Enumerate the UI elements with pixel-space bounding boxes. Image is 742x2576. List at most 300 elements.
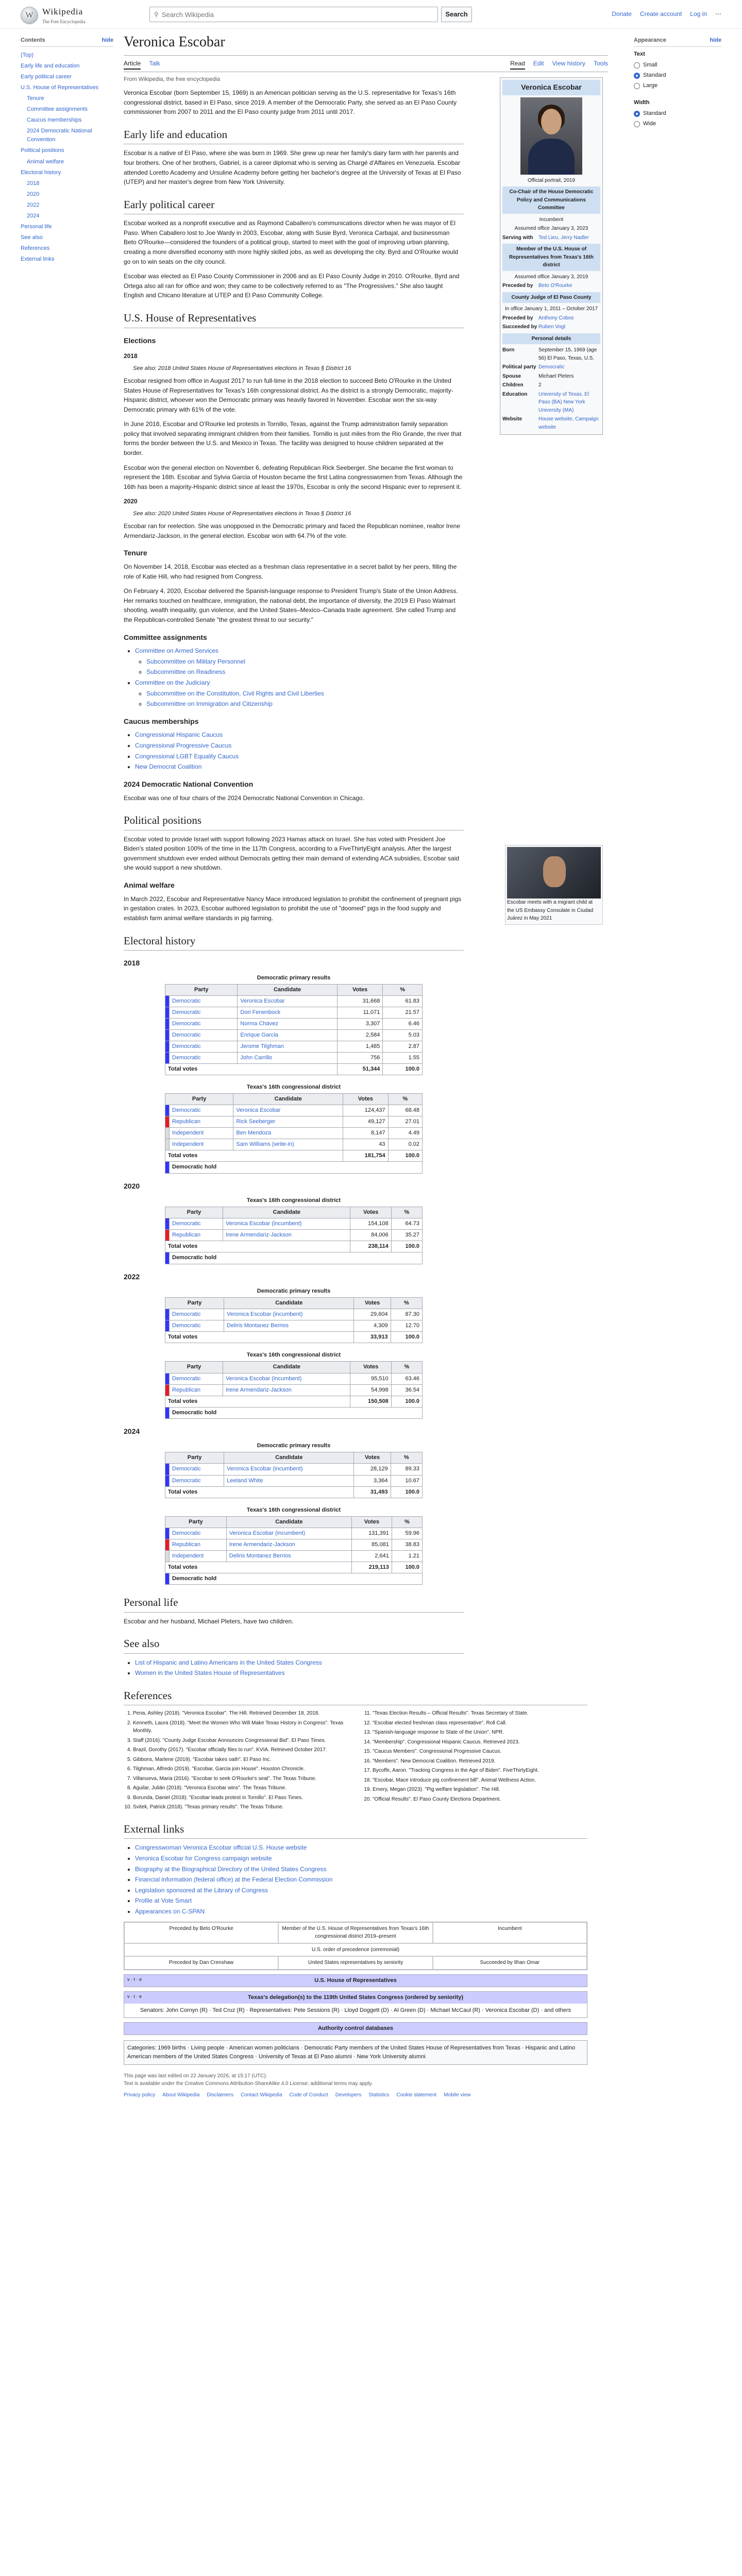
- table-header-row: [165, 1207, 423, 1218]
- votes-cell: 131,391: [351, 1528, 392, 1539]
- party-cell[interactable]: Republican: [170, 1384, 223, 1396]
- total-row: [165, 1562, 423, 1573]
- appearance-hide-button[interactable]: hide: [710, 37, 721, 43]
- list-item[interactable]: Subcommittee on Immigration and Citizenship: [146, 700, 273, 708]
- toc-subitem[interactable]: 2020: [27, 191, 40, 197]
- tenure-image[interactable]: [505, 845, 603, 925]
- votes-cell: 11,071: [337, 1007, 383, 1018]
- toc-item[interactable]: References: [21, 245, 50, 251]
- candidate-cell[interactable]: Deliris Montanez Berrios: [226, 1550, 351, 1562]
- candidate-cell[interactable]: Dori Fenenbock: [238, 1007, 337, 1018]
- infobox-row: Children 2: [502, 382, 542, 388]
- list-item[interactable]: New Democrat Coalition: [135, 763, 202, 771]
- infobox-since: Assumed office January 3, 2019: [514, 274, 588, 280]
- votes-cell: 28,129: [354, 1464, 391, 1475]
- toc-item[interactable]: Early life and education: [21, 63, 80, 70]
- footer-last-edited: This page was last edited on 22 January 2026, at 15:17 (UTC).: [124, 2073, 267, 2079]
- election-table: [165, 1349, 423, 1418]
- reference-item[interactable]: 17. Bycoffe, Aaron. "Tracking Congress in the Age of Biden". FiveThirtyEight.: [373, 1767, 587, 1775]
- table-row: [165, 1105, 423, 1116]
- heading-2020: 2020: [124, 498, 138, 505]
- see-also-note[interactable]: See also: 2020 United States House of Representatives elections in Texas § District 16: [133, 511, 351, 517]
- category-links[interactable]: Categories: 1969 births · Living people · American women politicians · Democratic Party members of the United States House of Representatives from Texas · Hispanic and Latino American members of the United States Congress · University of Texas at El Paso alumni · New York University alumni: [124, 2040, 587, 2065]
- column-header: Candidate: [233, 1094, 343, 1105]
- table-row: [165, 1320, 423, 1332]
- candidate-cell[interactable]: Rick Seeberger: [233, 1116, 343, 1128]
- party-color-swatch: [165, 1464, 170, 1475]
- reference-item[interactable]: 5. Gibbons, Marlene (2019). "Escobar takes oath". El Paso Inc.: [133, 1756, 348, 1764]
- reference-item[interactable]: 10. Svitek, Patrick (2018). "Texas primary results". The Texas Tribune.: [133, 1803, 348, 1811]
- party-cell[interactable]: Independent: [170, 1139, 233, 1150]
- list-item[interactable]: Committee on Armed Services: [135, 647, 219, 655]
- party-color-swatch: [165, 1116, 170, 1128]
- text-small-radio[interactable]: Small: [634, 61, 721, 70]
- heading-animal-welfare: Animal welfare: [124, 881, 175, 890]
- party-color-swatch: [165, 1029, 170, 1041]
- text-standard-radio[interactable]: Standard: [634, 71, 721, 80]
- party-cell[interactable]: Democratic: [170, 1528, 227, 1539]
- total-percent: 100.0: [391, 1486, 422, 1498]
- total-row: [165, 1396, 423, 1407]
- reference-item[interactable]: 7. Villanueva, Maria (2016). "Escobar to seek O'Rourke's seat". The Texas Tribune.: [133, 1775, 348, 1783]
- votes-cell: 3,307: [337, 1018, 383, 1029]
- succession-office[interactable]: Member of the U.S. House of Representatives from Texas's 16th congressional district 2019–present: [278, 1922, 432, 1943]
- portrait-caption: Official portrait, 2019: [527, 177, 576, 183]
- reference-item[interactable]: 6. Tilghman, Alfredo (2019). "Escobar, Garcia join House". Houston Chronicle.: [133, 1765, 348, 1773]
- party-color-swatch: [165, 1018, 170, 1029]
- election-table: [165, 1081, 423, 1173]
- total-percent: 100.0: [391, 1396, 422, 1407]
- footer: [124, 2072, 587, 2099]
- paragraph: Escobar worked as a nonprofit executive and as Raymond Caballero's communications director when he was mayor of El Paso. When Caballero lost to Joe Wardy in 2003, Escobar, along with Susie Byrd, Veronica Carbajal, and businessman Beto O'Rourke—considered the founders of a political group, started to meet with the goal of improving urban planning, creating a more diversified economy with more highly skilled jobs, as well as developing the city. Byrd and O'Rourke would go on to win seats on the city council.: [124, 219, 459, 265]
- column-header: %: [391, 1362, 422, 1373]
- candidate-cell[interactable]: Irene Armendariz-Jackson: [226, 1539, 351, 1550]
- table-header-row: [165, 1094, 423, 1105]
- migrant-visit-photo: [507, 847, 601, 899]
- toc-item[interactable]: (Top): [21, 52, 34, 59]
- list-item[interactable]: List of Hispanic and Latino Americans in the United States Congress: [135, 1658, 322, 1666]
- table-row: [165, 1007, 423, 1018]
- infobox-row: Political party Democratic: [502, 364, 565, 370]
- column-header: Party: [165, 1298, 224, 1309]
- reference-item[interactable]: 3. Staff (2016). "County Judge Escobar Announces Congressional Bid". El Paso Times.: [133, 1737, 348, 1745]
- column-header: Votes: [343, 1094, 388, 1105]
- column-header: %: [383, 984, 423, 995]
- external-link[interactable]: Congresswoman Veronica Escobar official U.S. House website: [135, 1844, 307, 1852]
- footer-link[interactable]: Statistics: [368, 2092, 390, 2098]
- total-row: [165, 1064, 423, 1075]
- table-caption: Democratic primary results: [257, 974, 331, 981]
- infobox-row: Preceded by Anthony Cobos: [502, 315, 574, 321]
- infobox-row: Education University of Texas, El Paso (BA) New York University (MA): [502, 391, 589, 413]
- toc-item[interactable]: Early political career: [21, 74, 72, 80]
- paragraph: Escobar resigned from office in August 2017 to run full-time in the 2018 election to succeed Beto O'Rourke in the United States House of Representatives for Texas's 16th congressional district. As the district is a strongly Democratic, majority-Hispanic district, whoever won the Democratic primary was heavily favored in November. Escobar won the six-way Democratic primary with 61% of the vote.: [124, 377, 453, 413]
- search-button[interactable]: Search: [441, 7, 472, 22]
- party-cell[interactable]: Democratic: [170, 1218, 223, 1230]
- party-cell[interactable]: Democratic: [170, 1105, 233, 1116]
- party-cell[interactable]: Democratic: [170, 1041, 238, 1053]
- percent-cell: 36.54: [391, 1384, 422, 1396]
- precedence-office[interactable]: United States representatives by seniority: [278, 1956, 432, 1970]
- toc-subitem[interactable]: Committee assignments: [27, 106, 88, 113]
- percent-cell: 89.33: [391, 1464, 422, 1475]
- party-cell[interactable]: Democratic: [170, 1053, 238, 1064]
- reference-item[interactable]: 14. "Membership". Congressional Hispanic Caucus. Retrieved 2023.: [373, 1738, 587, 1747]
- navbox: [124, 2022, 587, 2035]
- more-icon[interactable]: ⋯: [715, 10, 721, 18]
- toc-subitem[interactable]: 2018: [27, 180, 40, 187]
- votes-cell: 84,006: [350, 1230, 391, 1241]
- footer-link[interactable]: Mobile view: [444, 2092, 471, 2098]
- external-link[interactable]: Appearances on C-SPAN: [135, 1907, 205, 1915]
- tagline: The Free Encyclopedia: [42, 19, 86, 25]
- footer-link[interactable]: About Wikipedia: [162, 2092, 200, 2098]
- party-color-swatch: [165, 1053, 170, 1064]
- column-header: %: [391, 1452, 422, 1464]
- table-row: [165, 1373, 423, 1384]
- toc-subitem[interactable]: Animal welfare: [27, 158, 64, 165]
- tab-read[interactable]: Read: [510, 59, 525, 70]
- list-item[interactable]: Subcommittee on Military Personnel: [146, 657, 246, 665]
- list-item[interactable]: Congressional Hispanic Caucus: [135, 731, 223, 739]
- reference-item[interactable]: 9. Borunda, Daniel (2018). "Escobar leads protest in Tornillo". El Paso Times.: [133, 1794, 348, 1802]
- percent-cell: 4.49: [388, 1128, 422, 1139]
- percent-cell: 61.83: [383, 995, 423, 1007]
- width-standard-radio[interactable]: Standard: [634, 109, 721, 118]
- votes-cell: 29,604: [354, 1309, 391, 1320]
- percent-cell: 59.96: [392, 1528, 422, 1539]
- paragraph: Escobar and her husband, Michael Pleters, have two children.: [124, 1617, 294, 1625]
- infobox-row: Serving with Ted Lieu, Jerry Nadler: [502, 234, 589, 241]
- external-link[interactable]: Financial information (federal office) at the Federal Election Commission: [135, 1876, 333, 1884]
- reference-item[interactable]: 1. Pena, Ashley (2018). "Veronica Escobar". The Hill. Retrieved December 18, 2018.: [133, 1709, 348, 1718]
- toc-item[interactable]: External links: [21, 256, 55, 262]
- column-header: Candidate: [226, 1516, 351, 1528]
- party-color-swatch: [165, 1162, 170, 1173]
- total-label: Total votes: [165, 1562, 352, 1573]
- candidate-cell[interactable]: Jerome Tilghman: [238, 1041, 337, 1053]
- candidate-cell[interactable]: Enrique Garcia: [238, 1029, 337, 1041]
- infobox-office[interactable]: County Judge of El Paso County: [502, 292, 600, 303]
- candidate-cell[interactable]: Sam Williams (write-in): [233, 1139, 343, 1150]
- heading-positions: Political positions: [124, 812, 464, 831]
- election-table-slot: [124, 1504, 464, 1585]
- external-link[interactable]: Biography at the Biographical Directory of the United States Congress: [135, 1865, 327, 1873]
- paragraph: Escobar ran for reelection. She was unopposed in the Democratic primary and faced the Republican nominee, realtor Irene Armendariz-Jackson, in the general election. Escobar won with 64.7% of the vote.: [124, 522, 461, 539]
- donate-link[interactable]: Donate: [612, 10, 632, 18]
- infobox-office[interactable]: Co-Chair of the House Democratic Policy and Communications Committee: [502, 187, 600, 214]
- table-row: [165, 1539, 423, 1550]
- heading-year: 2018: [124, 959, 140, 968]
- toc-subitem[interactable]: Caucus memberships: [27, 117, 82, 124]
- reference-item[interactable]: 19. Emery, Megan (2023). "Pig welfare legislation". The Hill.: [373, 1786, 587, 1794]
- text-large-radio[interactable]: Large: [634, 81, 721, 90]
- total-label: Total votes: [165, 1396, 350, 1407]
- wikipedia-logo[interactable]: [21, 5, 85, 26]
- tab-article[interactable]: Article: [124, 59, 141, 70]
- total-votes: 181,754: [343, 1150, 388, 1162]
- percent-cell: 2.87: [383, 1041, 423, 1053]
- navbox-title[interactable]: U.S. House of Representatives: [314, 1977, 397, 1984]
- column-header: Party: [165, 984, 238, 995]
- create-account-link[interactable]: Create account: [639, 10, 682, 18]
- portrait-image[interactable]: [520, 97, 582, 175]
- external-link[interactable]: Profile at Vote Smart: [135, 1897, 192, 1905]
- reference-item[interactable]: 11. "Texas Election Results – Official Results". Texas Secretary of State.: [373, 1709, 587, 1718]
- party-cell[interactable]: Democratic: [170, 1007, 238, 1018]
- reference-item[interactable]: 13. "Spanish-language response to State of the Union". NPR.: [373, 1728, 587, 1737]
- tab-history[interactable]: View history: [552, 60, 585, 67]
- party-cell[interactable]: Republican: [170, 1116, 233, 1128]
- toc-hide-button[interactable]: hide: [102, 37, 113, 43]
- reference-item[interactable]: 8. Aguilar, Julián (2018). "Veronica Escobar wins". The Texas Tribune.: [133, 1784, 348, 1792]
- column-header: %: [388, 1094, 422, 1105]
- election-table-slot: [124, 1349, 464, 1418]
- navbox-title[interactable]: Authority control databases: [317, 2025, 394, 2031]
- toc-item[interactable]: Political positions: [21, 147, 64, 154]
- navbox-vte-links[interactable]: v · t · e: [127, 1976, 142, 1982]
- reference-item[interactable]: 18. "Escobar, Mace introduce pig confinement bill". Animal Wellness Action.: [373, 1776, 587, 1785]
- navbox-title[interactable]: Texas's delegation(s) to the 119th United States Congress (ordered by seniority): [247, 1994, 464, 2001]
- image-caption: Escobar meets with a migrant child at the US Embassy Consulate in Ciudad Juárez in May 2021: [507, 900, 594, 921]
- party-cell[interactable]: Democratic: [170, 1373, 223, 1384]
- votes-cell: 54,998: [350, 1384, 391, 1396]
- list-item[interactable]: Congressional LGBT Equality Caucus: [135, 752, 239, 760]
- table-row: [165, 1384, 423, 1396]
- paragraph: On November 14, 2018, Escobar was elected as a freshman class representative in a secret ballot by her peers, filling the role of Katie Hill, who had resigned from Congress.: [124, 563, 457, 580]
- candidate-cell[interactable]: Leeland White: [224, 1475, 354, 1486]
- infobox-since: Assumed office January 3, 2023: [514, 226, 588, 232]
- percent-cell: 38.83: [392, 1539, 422, 1550]
- succession-preceded[interactable]: Preceded by Beto O'Rourke: [124, 1922, 278, 1943]
- column-header: Votes: [351, 1516, 392, 1528]
- toc-item[interactable]: U.S. House of Representatives: [21, 84, 99, 91]
- reference-item[interactable]: 20. "Official Results". El Paso County Elections Department.: [373, 1795, 587, 1804]
- footer-link[interactable]: Developers: [335, 2092, 362, 2098]
- external-link[interactable]: Veronica Escobar for Congress campaign website: [135, 1855, 272, 1862]
- total-row: [165, 1150, 423, 1162]
- reference-item[interactable]: 2. Kenneth, Laura (2018). "Meet the Women Who Will Make Texas History in Congress". Texas Monthly.: [133, 1719, 348, 1735]
- reference-item[interactable]: 4. Brazil, Dorothy (2017). "Escobar officially files to run". KVIA. Retrieved October 2017.: [133, 1746, 348, 1754]
- list-item[interactable]: Women in the United States House of Representatives: [135, 1669, 285, 1677]
- total-votes: 31,493: [354, 1486, 391, 1498]
- header: [0, 0, 742, 29]
- table-row: [165, 1041, 423, 1053]
- hold-label: Democratic hold: [170, 1573, 423, 1584]
- width-label: Width: [634, 99, 650, 106]
- table-caption: Democratic primary results: [257, 1443, 331, 1449]
- toc-title: Contents: [21, 37, 45, 43]
- reference-item[interactable]: 12. "Escobar elected freshman class representative". Roll Call.: [373, 1719, 587, 1727]
- candidate-cell[interactable]: Deliris Montanez Berrios: [224, 1320, 354, 1332]
- party-color-swatch: [165, 1128, 170, 1139]
- total-percent: 100.0: [391, 1332, 422, 1343]
- party-cell[interactable]: Democratic: [170, 995, 238, 1007]
- candidate-cell[interactable]: John Carrillo: [238, 1053, 337, 1064]
- heading-year: 2022: [124, 1272, 140, 1281]
- candidate-cell[interactable]: Veronica Escobar (incumbent): [224, 1464, 354, 1475]
- table-header-row: [165, 984, 423, 995]
- column-header: Party: [165, 1516, 227, 1528]
- paragraph: Escobar was elected as El Paso County Commissioner in 2006 and as El Paso County Judge in 2010. O'Rourke, Byrd and Ortega also all ran for office and won; they came to be collectively referred to as "The Progressives." She also taught English and Chicano literature at UTEP and El Paso Community College.: [124, 273, 460, 299]
- list-item[interactable]: Committee on the Judiciary: [135, 679, 210, 686]
- total-row: [165, 1332, 423, 1343]
- hold-row: [165, 1573, 423, 1584]
- column-header: Party: [165, 1362, 223, 1373]
- search-box[interactable]: [149, 7, 438, 22]
- party-color-swatch: [165, 1320, 170, 1332]
- table-caption: Texas's 16th congressional district: [246, 1084, 341, 1091]
- percent-cell: 87.30: [391, 1309, 422, 1320]
- party-cell[interactable]: Democratic: [170, 1320, 224, 1332]
- table-header-row: [165, 1298, 423, 1309]
- total-label: Total votes: [165, 1332, 354, 1343]
- precedence-header: U.S. order of precedence (ceremonial): [124, 1943, 587, 1957]
- toc-item[interactable]: Personal life: [21, 223, 52, 230]
- footer-link[interactable]: Code of Conduct: [289, 2092, 328, 2098]
- toc-subitem[interactable]: 2022: [27, 201, 40, 208]
- party-cell[interactable]: Democratic: [170, 1018, 238, 1029]
- text-size-label: Text: [634, 51, 645, 58]
- total-label: Total votes: [165, 1486, 354, 1498]
- table-row: [165, 1475, 423, 1486]
- table-row: [165, 1230, 423, 1241]
- column-header: Candidate: [223, 1207, 350, 1218]
- column-header: Party: [165, 1452, 224, 1464]
- infobox-incumbent: Incumbent: [539, 216, 564, 223]
- heading-references: References: [124, 1687, 587, 1706]
- table-row: [165, 1029, 423, 1041]
- toc-item[interactable]: See also: [21, 234, 43, 241]
- reference-item[interactable]: 16. "Members". New Democrat Coalition. Retrieved 2019.: [373, 1757, 587, 1766]
- tab-tools[interactable]: Tools: [593, 60, 608, 67]
- navbox-vte-links[interactable]: v · t · e: [127, 1993, 142, 1999]
- column-header: %: [391, 1207, 422, 1218]
- list-item[interactable]: Subcommittee on the Constitution, Civil Rights and Civil Liberties: [146, 689, 324, 697]
- percent-cell: 35.27: [391, 1230, 422, 1241]
- party-cell[interactable]: Democratic: [170, 1029, 238, 1041]
- table-header-row: [165, 1516, 423, 1528]
- votes-cell: 95,510: [350, 1373, 391, 1384]
- party-cell[interactable]: Republican: [170, 1230, 223, 1241]
- candidate-cell[interactable]: Irene Armendariz-Jackson: [223, 1230, 350, 1241]
- total-votes: 238,114: [350, 1241, 391, 1252]
- tab-talk[interactable]: Talk: [149, 60, 160, 67]
- paragraph: Escobar was one of four chairs of the 2024 Democratic National Convention in Chicago.: [124, 794, 364, 802]
- table-row: [165, 1464, 423, 1475]
- percent-cell: 68.48: [388, 1105, 422, 1116]
- toc-subitem[interactable]: 2024 Democratic National Convention: [27, 128, 92, 143]
- heading-dnc: 2024 Democratic National Convention: [124, 779, 254, 788]
- paragraph: Escobar is a native of El Paso, where she was born in 1969. She grew up near her family's dairy farm with her parents and four brothers. One of her brothers, Gabriel, is a career diplomat who is serving as Chargé d'Affaires en Venezuela. Escobar attended Loretto Academy and Ursuline Academy before getting her bachelor's degree at the University of Texas at El Paso (UTEP) and her master's degree from New York University.: [124, 149, 461, 186]
- votes-cell: 49,127: [343, 1116, 388, 1128]
- search-input[interactable]: [162, 11, 437, 19]
- references-list: [124, 1709, 587, 1811]
- infobox-row: Succeeded by Ruben Vogt: [502, 324, 566, 330]
- party-cell[interactable]: Democratic: [170, 1464, 224, 1475]
- party-color-swatch: [165, 1475, 170, 1486]
- party-cell[interactable]: Democratic: [170, 1309, 224, 1320]
- candidate-cell[interactable]: Ben Mendoza: [233, 1128, 343, 1139]
- table-caption: Texas's 16th congressional district: [246, 1506, 341, 1513]
- footer-link[interactable]: Disclaimers: [207, 2092, 234, 2098]
- party-color-swatch: [165, 1573, 170, 1584]
- precedence-preceded[interactable]: Preceded by Dan Crenshaw: [124, 1956, 278, 1970]
- reference-item[interactable]: 15. "Caucus Members". Congressional Progressive Caucus.: [373, 1748, 587, 1756]
- party-cell[interactable]: Democratic: [170, 1475, 224, 1486]
- infobox-since: In office January 1, 2011 – October 2017: [504, 306, 598, 312]
- total-votes: 33,913: [354, 1332, 391, 1343]
- heading-personal: Personal life: [124, 1594, 464, 1613]
- votes-cell: 31,668: [337, 995, 383, 1007]
- candidate-cell[interactable]: Veronica Escobar (incumbent): [223, 1218, 350, 1230]
- footer-link[interactable]: Cookie statement: [396, 2092, 437, 2098]
- tab-edit[interactable]: Edit: [533, 60, 544, 67]
- footer-link[interactable]: Contact Wikipedia: [241, 2092, 282, 2098]
- table-caption: Texas's 16th congressional district: [246, 1197, 341, 1204]
- page-title: Veronica Escobar: [124, 31, 608, 56]
- infobox-personal-details: Personal details: [502, 333, 600, 345]
- table-row: [165, 1550, 423, 1562]
- paragraph: Escobar voted to provide Israel with support following 2023 Hamas attack on Israel. She has voted with President Joe Biden's stated position 100% of the time in the 117th Congress, according to a FiveThirtyEight analysis. After the largest government shutdown ever ended without Democrats getting their main demand of extending ACA subsidies, Escobar said she would support a new shutdown.: [124, 835, 460, 872]
- caucus-list: [135, 730, 464, 771]
- party-cell[interactable]: Independent: [170, 1550, 227, 1562]
- lead-paragraph: Veronica Escobar (born September 15, 1969) is an American politician serving as the U.S. representative for Texas's 16th congressional district, based in El Paso, since 2019. A member of the Democratic Party, she served as an El Paso County commissioner from 2007 to 2011 and the El Paso county judge from 2011 until 2017.: [124, 89, 457, 116]
- width-wide-radio[interactable]: Wide: [634, 120, 721, 128]
- infobox-office[interactable]: Member of the U.S. House of Representatives from Texas's 16th district: [502, 244, 600, 271]
- party-cell[interactable]: Independent: [170, 1128, 233, 1139]
- candidate-cell[interactable]: Veronica Escobar (incumbent): [224, 1309, 354, 1320]
- votes-cell: 124,437: [343, 1105, 388, 1116]
- toc-subitem[interactable]: 2024: [27, 212, 40, 219]
- party-cell[interactable]: Republican: [170, 1539, 227, 1550]
- candidate-cell[interactable]: Irene Armendariz-Jackson: [223, 1384, 350, 1396]
- candidate-cell[interactable]: Veronica Escobar (incumbent): [226, 1528, 351, 1539]
- candidate-cell[interactable]: Veronica Escobar (incumbent): [223, 1373, 350, 1384]
- column-header: Votes: [350, 1207, 391, 1218]
- candidate-cell[interactable]: Norma Chávez: [238, 1018, 337, 1029]
- list-item[interactable]: Congressional Progressive Caucus: [135, 742, 232, 750]
- total-row: [165, 1241, 423, 1252]
- candidate-cell[interactable]: Veronica Escobar: [238, 995, 337, 1007]
- column-header: Votes: [350, 1362, 391, 1373]
- party-color-swatch: [165, 1105, 170, 1116]
- external-link[interactable]: Legislation sponsored at the Library of Congress: [135, 1886, 268, 1894]
- party-color-swatch: [165, 1218, 170, 1230]
- list-item[interactable]: Subcommittee on Readiness: [146, 668, 226, 676]
- footer-link[interactable]: Privacy policy: [124, 2092, 156, 2098]
- precedence-succeeded[interactable]: Succeeded by Ilhan Omar: [433, 1956, 587, 1970]
- see-also-note[interactable]: See also: 2018 United States House of Representatives elections in Texas § District 16: [133, 365, 351, 371]
- infobox-row: Website House website, Campaign website: [502, 416, 599, 430]
- log-in-link[interactable]: Log in: [690, 10, 707, 18]
- party-color-swatch: [165, 1007, 170, 1018]
- table-caption: Democratic primary results: [257, 1288, 331, 1295]
- table-row: [165, 1128, 423, 1139]
- page-tabs: [124, 59, 608, 72]
- heading-electoral-history: Electoral history: [124, 933, 464, 951]
- toc-item[interactable]: Electoral history: [21, 169, 61, 176]
- candidate-cell[interactable]: Veronica Escobar: [233, 1105, 343, 1116]
- votes-cell: 4,309: [354, 1320, 391, 1332]
- toc-subitem[interactable]: Tenure: [27, 95, 44, 102]
- votes-cell: 2,641: [351, 1550, 392, 1562]
- party-color-swatch: [165, 1373, 170, 1384]
- table-row: [165, 1218, 423, 1230]
- heading-year: 2024: [124, 1427, 140, 1435]
- votes-cell: 1,485: [337, 1041, 383, 1053]
- hold-row: [165, 1252, 423, 1264]
